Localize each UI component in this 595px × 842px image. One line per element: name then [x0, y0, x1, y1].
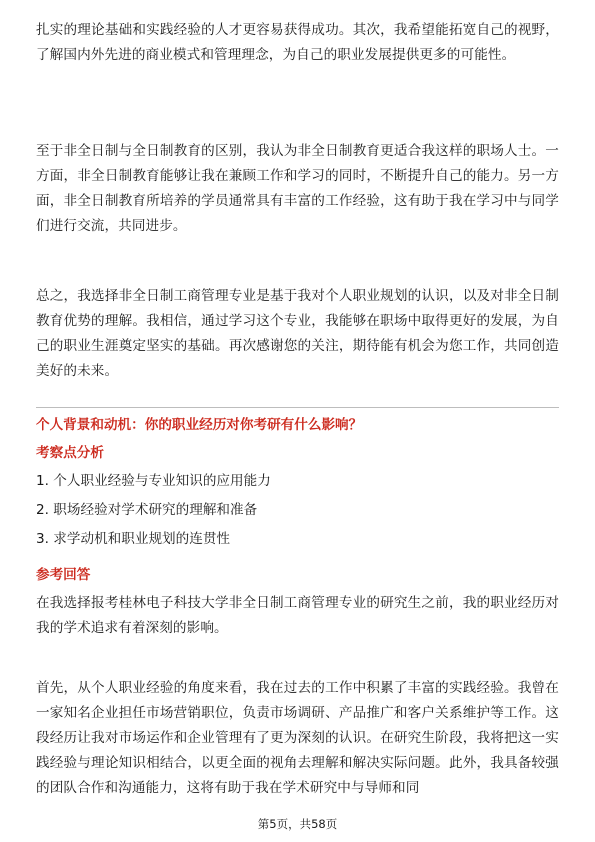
body-paragraph-1: 扎实的理论基础和实践经验的人才更容易获得成功。其次，我希望能拓宽自己的视野，了解国内外先进的商业模式和管理理念，为自己的职业发展提供更多的可能性。	[36, 22, 559, 63]
page-footer: 第5页，共58页	[257, 817, 338, 831]
question-title: 个人背景和动机：你的职业经历对你考研有什么影响？	[36, 417, 363, 433]
list-item: 1. 个人职业经验与专业知识的应用能力	[36, 473, 271, 489]
list-item: 2. 职场经验对学术研究的理解和准备	[36, 502, 258, 518]
body-paragraph-2: 至于非全日制与全日制教育的区别，我认为非全日制教育更适合我这样的职场人士。一方面，非全日制教育能够让我在兼顾工作和学习的同时，不断提升自己的能力。另一方面，非全日制教育所培养的学员通常具有丰富的工作经验，这有助于我在学习中与同学们进行交流，共同进步。	[36, 143, 559, 234]
section-divider	[36, 407, 559, 408]
answer-heading: 参考回答	[36, 567, 91, 583]
list-item: 3. 求学动机和职业规划的连贯性	[36, 531, 231, 547]
body-paragraph-3: 总之，我选择非全日制工商管理专业是基于我对个人职业规划的认识，以及对非全日制教育优势的理解。我相信，通过学习这个专业，我能够在职场中取得更好的发展，为自己的职业生涯奠定坚实的基础。再次感谢您的关注，期待能有机会为您工作，共同创造美好的未来。	[36, 288, 559, 379]
analysis-heading: 考察点分析	[36, 445, 104, 461]
analysis-points-list	[36, 471, 271, 558]
answer-paragraph-2: 首先，从个人职业经验的角度来看，我在过去的工作中积累了丰富的实践经验。我曾在一家知名企业担任市场营销职位，负责市场调研、产品推广和客户关系维护等工作。这段经历让我对市场运作和企业管理有了更为深刻的认识。在研究生阶段，我将把这一实践经验与理论知识相结合，以更全面的视角去理解和解决实际问题。此外，我具备较强的团队合作和沟通能力，这将有助于我在学术研究中与导师和同	[36, 680, 559, 796]
answer-paragraph-1: 在我选择报考桂林电子科技大学非全日制工商管理专业的研究生之前，我的职业经历对我的学术追求有着深刻的影响。	[36, 595, 559, 636]
